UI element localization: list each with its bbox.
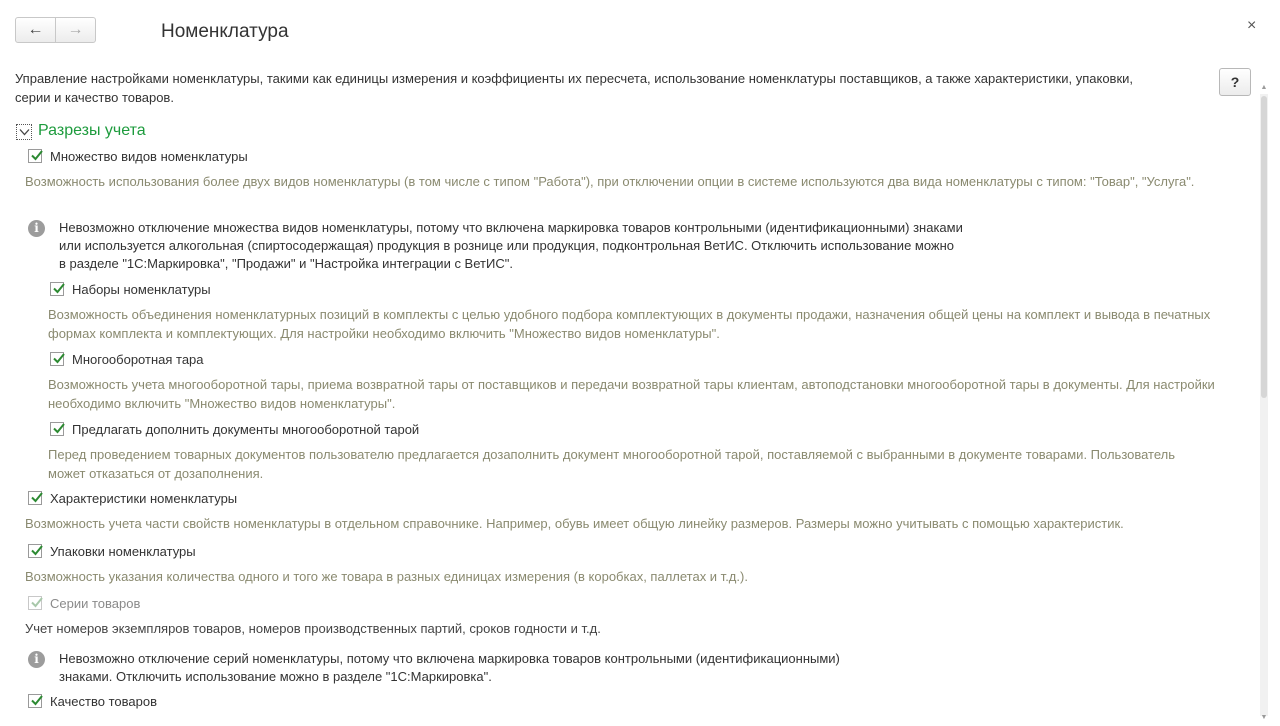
close-button[interactable]	[1247, 17, 1256, 35]
series-hint: Учет номеров экземпляров товаров, номеров производственных партий, сроков годности и т.д.	[25, 621, 601, 636]
packages-checkbox[interactable]	[28, 544, 42, 558]
group-title[interactable]: Разрезы учета	[38, 122, 146, 139]
back-button[interactable]	[16, 18, 56, 42]
arrow-left-icon: ←	[27, 21, 44, 38]
forward-button[interactable]	[56, 18, 95, 42]
info-icon: i	[28, 220, 45, 237]
group-collapse-toggle[interactable]	[16, 124, 32, 140]
sets-label[interactable]: Наборы номенклатуры	[72, 282, 211, 297]
quality-checkbox[interactable]	[28, 694, 42, 708]
packages-hint: Возможность указания количества одного и того же товара в разных единицах измерения (в коробках, паллетах и т.д.).	[25, 569, 748, 584]
page-description: Управление настройками номенклатуры, такими как единицы измерения и коэффициенты их пересчета, использование номенклатуры поставщиков, а также характеристики, упаковки, серии и качество товаров.	[15, 71, 1134, 105]
navigation-buttons	[15, 17, 96, 43]
packages-label[interactable]: Упаковки номенклатуры	[50, 544, 196, 559]
offer-tare-checkbox[interactable]	[50, 422, 64, 436]
arrow-right-icon: →	[67, 21, 84, 38]
multiple-kinds-label[interactable]: Множество видов номенклатуры	[50, 149, 248, 164]
returnable-tare-hint: Возможность учета многооборотной тары, приема возвратной тары от поставщиков и передачи возвратной тары клиентам, автоподстановки многооборотной тары в документы. Для настройки необходимо включить "Множество видов номенклатуры".	[48, 377, 1215, 411]
page-title: Номенклатура	[161, 21, 289, 42]
close-icon: ×	[1247, 17, 1257, 34]
offer-tare-hint: Перед проведением товарных документов пользователю предлагается дозаполнить документ многооборотной тарой, поставляемой с выбранными в документе товарами. Пользователь может отказаться от дозаполнения.	[48, 447, 1176, 481]
checkmark-icon	[30, 595, 44, 609]
characteristics-hint: Возможность учета части свойств номенклатуры в отдельном справочнике. Например, обувь имеет общую линейку размеров. Размеры можно учитывать с помощью характеристик.	[25, 516, 1124, 531]
scroll-down-icon[interactable]: ▼	[1260, 714, 1268, 721]
sets-checkbox[interactable]	[50, 282, 64, 296]
quality-label[interactable]: Качество товаров	[50, 694, 157, 709]
scroll-up-icon[interactable]: ▲	[1260, 84, 1268, 91]
checkmark-icon	[30, 543, 44, 557]
series-label: Серии товаров	[50, 596, 141, 611]
checkmark-icon	[52, 281, 66, 295]
checkmark-icon	[30, 693, 44, 707]
series-info-line1: Невозможно отключение серий номенклатуры, потому что включена маркировка товаров контрольными (идентификационными)	[59, 651, 840, 666]
info-icon: i	[28, 651, 45, 668]
sets-hint: Возможность объединения номенклатурных позиций в комплекты с целью удобного подбора комплектующих в документы продажи, назначения общей цены на комплект и вывода в печатных формах комплекта и комплектующих. Для настройки необходимо включить "Множество видов номенклатуры".	[48, 307, 1211, 341]
series-info-line2: знаками. Отключить использование можно в разделе "1С:Маркировка".	[59, 669, 492, 684]
checkmark-icon	[30, 148, 44, 162]
scrollbar-thumb[interactable]	[1261, 96, 1267, 398]
multiple-kinds-info-line1: Невозможно отключение множества видов номенклатуры, потому что включена маркировка товаров контрольными (идентификационными) знаками	[59, 220, 963, 235]
returnable-tare-label[interactable]: Многооборотная тара	[72, 352, 204, 367]
series-checkbox	[28, 596, 42, 610]
checkmark-icon	[30, 490, 44, 504]
characteristics-label[interactable]: Характеристики номенклатуры	[50, 491, 238, 506]
offer-tare-label[interactable]: Предлагать дополнить документы многооборотной тарой	[72, 422, 420, 437]
checkmark-icon	[52, 421, 66, 435]
multiple-kinds-checkbox[interactable]	[28, 149, 42, 163]
chevron-down-icon	[19, 128, 30, 136]
help-button[interactable]: ?	[1219, 68, 1251, 96]
returnable-tare-checkbox[interactable]	[50, 352, 64, 366]
characteristics-checkbox[interactable]	[28, 491, 42, 505]
multiple-kinds-info-line3: в разделе "1С:Маркировка", "Продажи" и "Настройка интеграции с ВетИС".	[59, 256, 513, 271]
multiple-kinds-info-line2: или используется алкогольная (спиртосодержащая) продукция в рознице или продукция, подконтрольная ВетИС. Отключить использование можно	[59, 238, 955, 253]
multiple-kinds-hint: Возможность использования более двух видов номенклатуры (в том числе с типом "Работа"), при отключении опции в системе используются два вида номенклатуры с типом: "Товар", "Услуга".	[25, 174, 1195, 189]
checkmark-icon	[52, 351, 66, 365]
